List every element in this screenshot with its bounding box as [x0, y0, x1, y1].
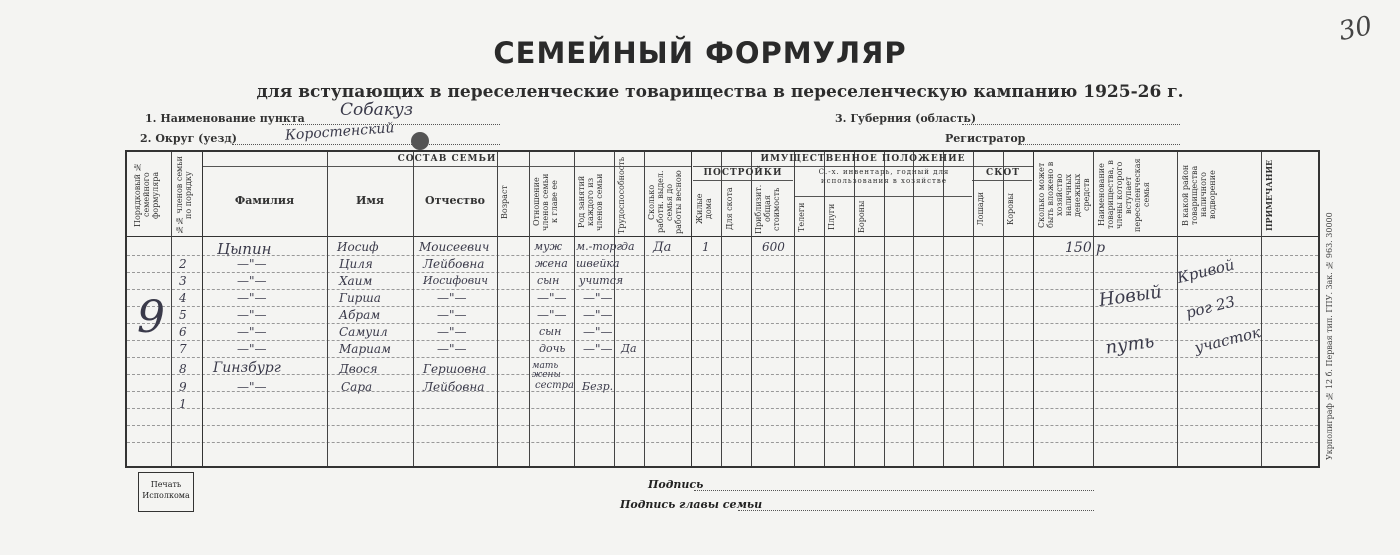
row-4-name: Гирша: [339, 291, 381, 305]
col-member-no: №№ членов семьи по порядку: [175, 156, 193, 234]
col-name: Имя: [355, 194, 385, 207]
stamp-box: Печать Исполкома: [138, 472, 194, 512]
row-7-patronymic: —"—: [437, 342, 467, 356]
col-relation: Отношение членов семьи к главе ее: [532, 173, 559, 231]
col-line: [824, 152, 825, 466]
col-partnership: Наименование товарищества, в члены которого вступает переселенческая семья: [1097, 158, 1151, 232]
row-8-name: Двося: [339, 362, 378, 376]
row-5-occupation: —"—: [583, 308, 613, 322]
row-2-name: Циля: [339, 257, 373, 271]
row-9-patronymic: Лейбовна: [423, 380, 485, 394]
col-line: [574, 152, 575, 466]
form-title: СЕМЕЙНЫЙ ФОРМУЛЯР: [493, 36, 907, 70]
row-1-name: Иосиф: [337, 240, 379, 254]
row-7-surname: —"—: [237, 342, 267, 356]
row-8-surname: Гинзбург: [213, 360, 281, 376]
col-cows: Коровы: [1006, 193, 1015, 225]
row-9-name: Сара: [341, 380, 373, 394]
family-table: [125, 150, 1320, 468]
col-line: [794, 152, 795, 466]
form-subtitle: для вступающих в переселенческие товарищества в переселенческую кампанию 1925-26 г.: [256, 82, 1184, 102]
col-note: ПРИМЕЧАНИЕ: [1264, 159, 1274, 231]
group-family: СОСТАВ СЕМЬИ: [397, 154, 497, 164]
ink-blot: [411, 132, 429, 150]
row-9-occupation: Безр.: [582, 380, 614, 393]
row-7-relation: дочь: [539, 342, 566, 355]
row-6-surname: —"—: [237, 325, 267, 339]
col-line: [497, 152, 498, 466]
row-1-occupation: м.-торг: [576, 240, 622, 253]
col-line: [614, 152, 615, 466]
col-line: [913, 152, 914, 466]
row-4-patronymic: —"—: [437, 291, 467, 305]
col-age: Возраст: [500, 185, 509, 219]
col-line: [529, 152, 530, 466]
row-2-occupation: швейка: [576, 257, 620, 270]
sign-head-line: [738, 510, 1094, 511]
row-8-patronymic: Гершовна: [423, 362, 487, 376]
col-surname: Фамилия: [234, 194, 295, 207]
row-4-surname: —"—: [237, 291, 267, 305]
okrug-line: [232, 144, 500, 145]
row-1-surname: Цыпин: [217, 240, 272, 258]
col-line: [1003, 152, 1004, 466]
row-7-ability: Да: [621, 342, 637, 355]
row-6-name: Самуил: [339, 325, 388, 339]
row-2-relation: жена: [535, 257, 568, 270]
row-line: [127, 442, 1318, 443]
registrator-label: Регистратор: [945, 132, 1026, 145]
row-7-name: Мариам: [339, 342, 391, 356]
col-line: [171, 152, 172, 466]
row-line: [127, 374, 1318, 375]
row-line: [127, 425, 1318, 426]
row-5-patronymic: —"—: [437, 308, 467, 322]
row-1-ability: да: [621, 240, 635, 253]
property-group-line: [693, 166, 1033, 167]
formular-number: 9: [137, 292, 165, 343]
row-3-patronymic: Иосифович: [423, 274, 489, 287]
row-1-time: Да: [653, 240, 672, 255]
row-2-no: 2: [179, 257, 187, 271]
row-1-houses: 1: [702, 240, 710, 254]
col-line: [1093, 152, 1094, 466]
col-approx: Приблизит. общая стоимость: [754, 184, 781, 234]
row-6-relation: сын: [539, 325, 562, 338]
col-money: Сколько может быть вложено в хозяйство наличных денежных средств: [1037, 161, 1091, 229]
row-7-no: 7: [179, 342, 187, 356]
inventory-group-line: [794, 196, 972, 197]
row-6-patronymic: —"—: [437, 325, 467, 339]
row-2-surname: —"—: [237, 257, 267, 271]
col-line: [721, 152, 722, 466]
guberniya-label: 3. Губерния (область): [835, 112, 977, 125]
printer-note: Укрполиграф № 12 б. Первая тип. ГПУ. Зак. № 963. 30000: [1325, 212, 1334, 460]
row-2-patronymic: Лейбовна: [423, 257, 485, 271]
col-harrows: Бороны: [857, 200, 866, 234]
col-cattle-bld: Для скота: [725, 187, 734, 231]
row-1-patronymic: Моисеевич: [419, 240, 490, 254]
row-5-name: Абрам: [339, 308, 381, 322]
col-line: [1177, 152, 1178, 466]
row-4-occupation: —"—: [583, 291, 613, 305]
money-value: 150 р: [1065, 240, 1106, 256]
partnership-value: Новый путь: [1097, 281, 1164, 359]
row-4-relation: —"—: [537, 291, 567, 305]
col-line: [644, 152, 645, 466]
header-bottom-line: [127, 236, 1318, 237]
okrug-label: 2. Округ (уезд): [140, 132, 237, 145]
row-5-relation: —"—: [537, 308, 567, 322]
group-property: ИМУЩЕСТВЕННОЕ ПОЛОЖЕНИЕ: [760, 154, 966, 164]
row-1-relation: муж: [534, 240, 563, 253]
buildings-group-line: [693, 180, 793, 181]
sign-label: Подпись: [648, 478, 704, 491]
col-ability: Трудоспособность: [617, 156, 626, 234]
row-8-relation: мать жены: [532, 361, 561, 380]
page-number: 30: [1336, 10, 1375, 48]
row-5-no: 5: [179, 308, 187, 322]
col-time: Сколько работн. выдел. семья до работы весною: [647, 170, 683, 234]
col-line: [884, 152, 885, 466]
punkt-label: 1. Наименование пункта: [145, 112, 305, 125]
row-9-relation: сестра: [535, 380, 574, 391]
group-buildings: ПОСТРОЙКИ: [703, 168, 783, 178]
row-4-no: 4: [179, 291, 187, 305]
registrator-line: [1018, 144, 1180, 145]
col-line: [1033, 152, 1034, 466]
row-3-no: 3: [179, 274, 187, 288]
row-3-surname: —"—: [237, 274, 267, 288]
row-line: [127, 255, 1318, 256]
row-3-name: Хаим: [339, 274, 373, 288]
row-3-relation: сын: [537, 274, 560, 287]
col-horses: Лошади: [976, 192, 985, 226]
col-occupation: Род занятий каждого из членов семьи: [577, 173, 604, 231]
row-7-occupation: —"—: [583, 342, 613, 356]
row-10-no: 1: [179, 397, 187, 411]
row-9-surname: —"—: [237, 380, 267, 394]
sign-line: [694, 490, 1094, 491]
guberniya-line: [962, 124, 1180, 125]
col-patronymic: Отчество: [425, 194, 485, 207]
row-6-no: 6: [179, 325, 187, 339]
group-inventory: С.-х. инвентарь, годный для использования в хозяйстве: [818, 168, 950, 185]
region-value: Кривой рог 23 участок: [1175, 255, 1263, 357]
row-1-approx: 600: [762, 240, 785, 254]
row-9-no: 9: [179, 380, 187, 394]
col-carts: Телеги: [797, 202, 806, 232]
punkt-value: Собакуз: [340, 100, 414, 120]
col-line: [973, 152, 974, 466]
sign-head-label: Подпись главы семьи: [620, 498, 763, 511]
okrug-value: Коростенский: [284, 120, 395, 144]
row-line: [127, 391, 1318, 392]
col-line: [751, 152, 752, 466]
col-ploughs: Плуги: [827, 203, 836, 231]
row-8-no: 8: [179, 362, 187, 376]
row-6-occupation: —"—: [583, 325, 613, 339]
row-5-surname: —"—: [237, 308, 267, 322]
group-livestock: СКОТ: [986, 168, 1020, 178]
livestock-group-line: [972, 180, 1032, 181]
col-line: [943, 152, 944, 466]
col-formular-no: Порядковый № семейного формуляра: [133, 162, 160, 228]
col-line: [691, 152, 692, 466]
col-houses: Жилые дома: [695, 193, 713, 225]
row-3-occupation: учится: [579, 274, 624, 287]
col-region: В какой район товарищества наличного водворение: [1181, 164, 1217, 226]
col-line: [854, 152, 855, 466]
row-line: [127, 408, 1318, 409]
